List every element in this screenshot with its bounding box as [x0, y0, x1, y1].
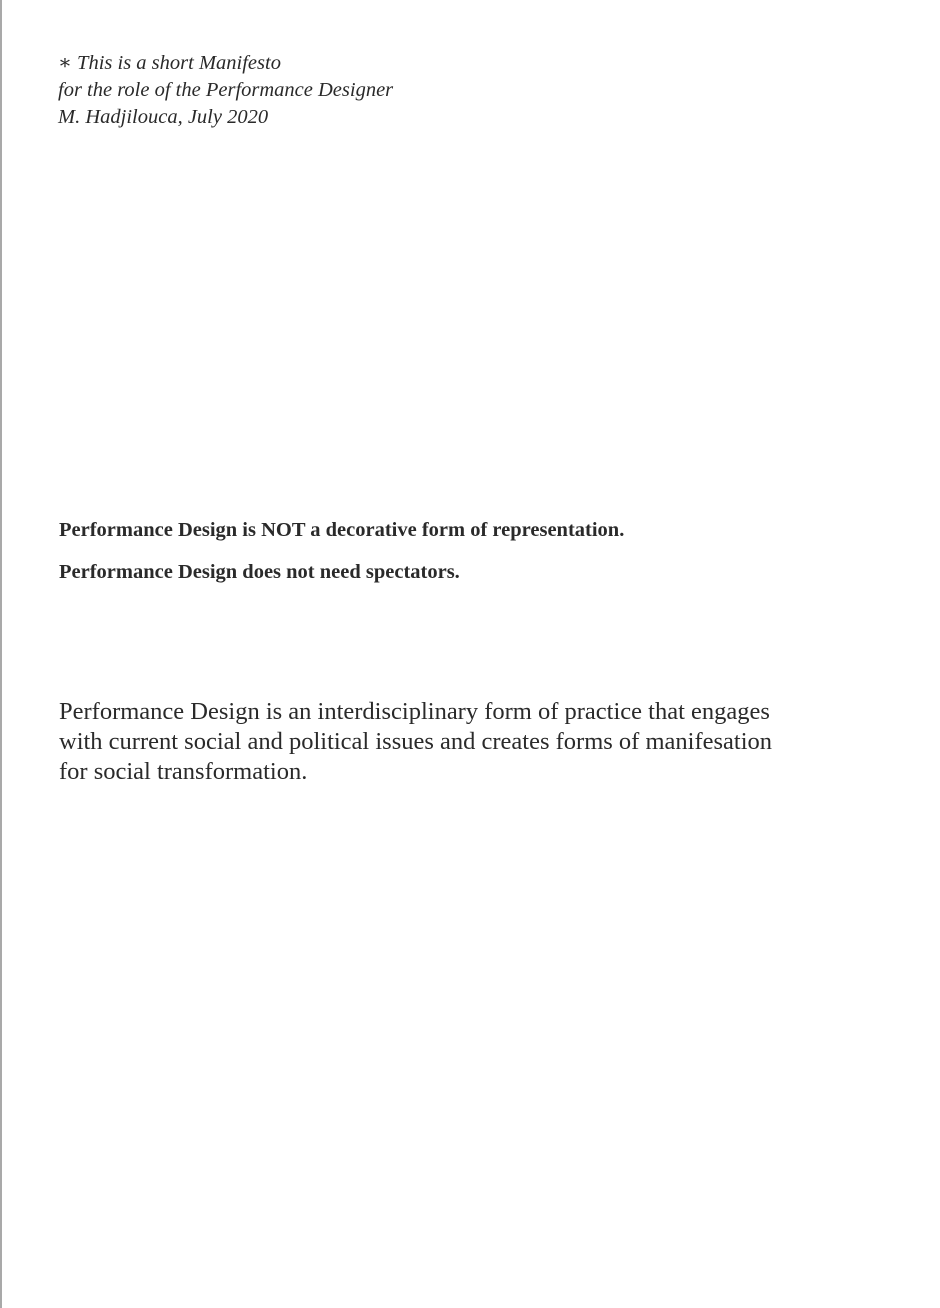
- paragraph-line-3: for social transformation.: [59, 758, 308, 785]
- header-note-line-2: for the role of the Performance Designer: [58, 79, 394, 101]
- manifesto-header-note: [58, 50, 393, 131]
- statement-2: Performance Design does not need spectators.: [59, 561, 460, 583]
- paragraph-line-1: Performance Design is an interdisciplinary form of practice that engages: [59, 698, 770, 725]
- bold-statements: [59, 516, 624, 600]
- page-left-border: [0, 0, 2, 1308]
- header-note-line-1: ∗ This is a short Manifesto: [58, 52, 281, 74]
- paragraph-line-2: with current social and political issues and creates forms of manifesation: [59, 728, 773, 755]
- statement-1: Performance Design is NOT a decorative form of representation.: [59, 519, 625, 541]
- definition-paragraph: [59, 697, 859, 787]
- header-note-line-3: M. Hadjilouca, July 2020: [58, 106, 269, 128]
